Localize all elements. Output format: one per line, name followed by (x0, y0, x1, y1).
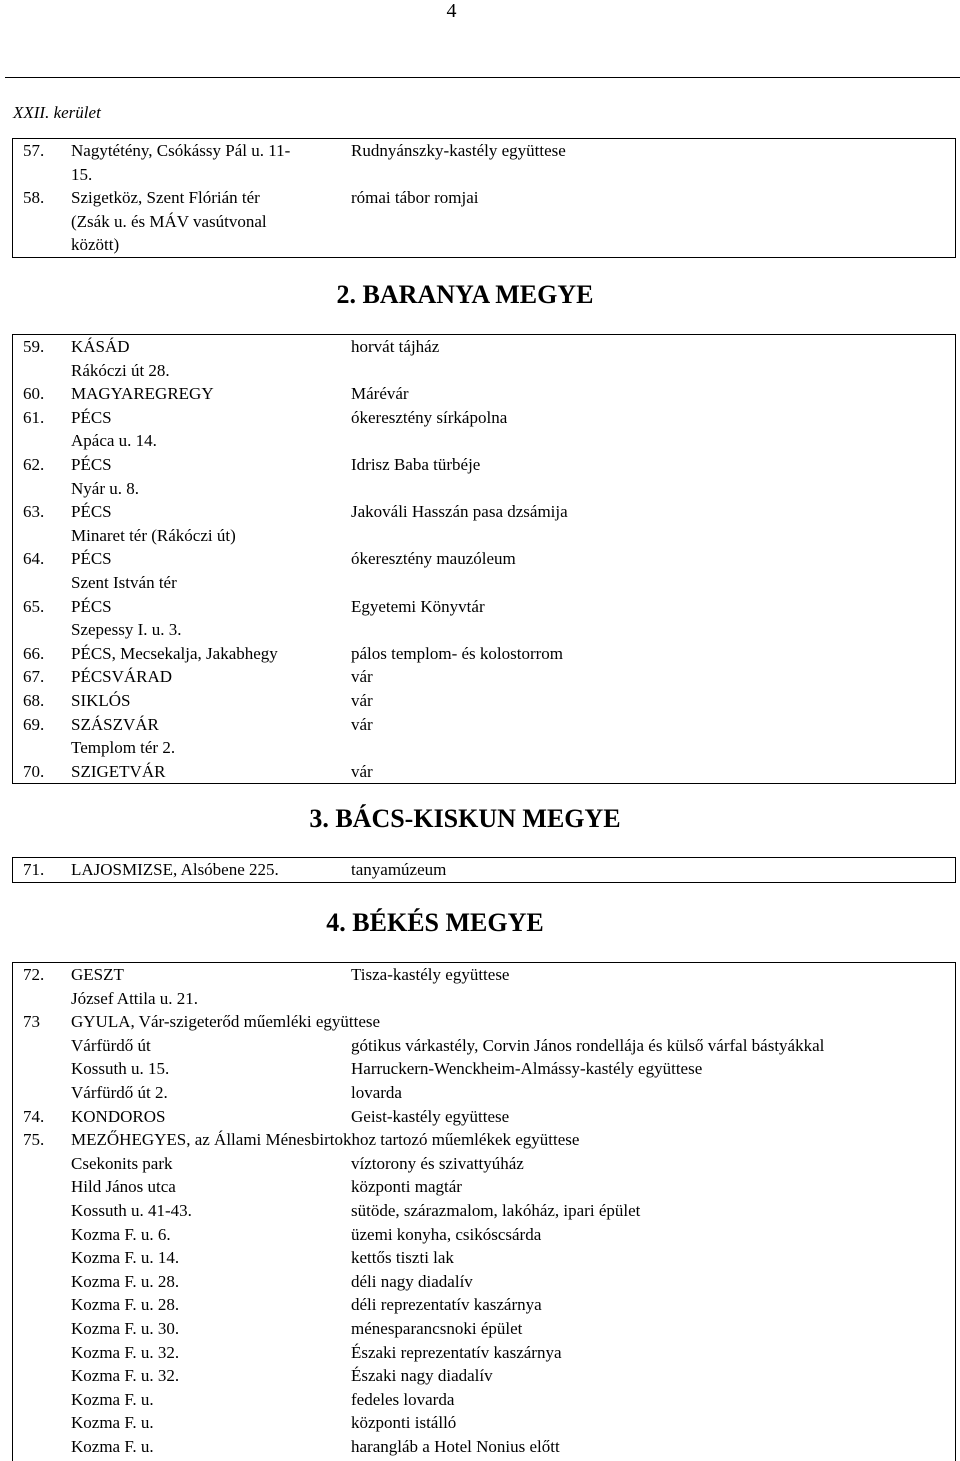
page-number: 4 (446, 0, 457, 22)
entry-description: ménesparancsnoki épület (351, 1318, 523, 1338)
table-row (13, 1317, 955, 1341)
table-row (13, 987, 955, 1011)
entry-description: vár (351, 761, 373, 781)
entry-description: Északi reprezentatív kaszárnya (351, 1342, 562, 1362)
table-row (13, 429, 955, 453)
table-row (13, 1223, 955, 1247)
entry-place: 15. (71, 164, 93, 184)
entry-description: vár (351, 690, 373, 710)
table-row (13, 595, 955, 619)
table-row (13, 547, 955, 571)
entry-number: 70. (23, 761, 45, 781)
entry-place: PÉCS (71, 454, 112, 474)
entry-number: 65. (23, 596, 45, 616)
table-row (13, 163, 955, 187)
entry-description: központi magtár (351, 1177, 462, 1197)
entry-number: 57. (23, 141, 45, 160)
entry-place: Szepessy I. u. 3. (71, 620, 182, 640)
entry-description: Északi nagy diadalív (351, 1366, 493, 1386)
entry-description: pálos templom- és kolostorrom (351, 643, 564, 663)
entry-number: 68. (23, 690, 45, 710)
entry-place: LAJOSMIZSE, Alsóbene 225. (71, 860, 279, 879)
entry-number: 73 (23, 1012, 40, 1032)
entry-number: 72. (23, 965, 45, 984)
table-row (13, 1293, 955, 1317)
entry-number: 69. (23, 714, 45, 734)
entry-place: Kozma F. u. (71, 1413, 154, 1433)
entry-description: víztorony és szivattyúház (351, 1153, 524, 1173)
entry-place: Kozma F. u. 14. (71, 1248, 180, 1268)
entry-description: Rudnyánszky-kastély együttese (351, 141, 566, 160)
table-row (13, 1364, 955, 1388)
entry-place: SZIGETVÁR (71, 761, 166, 781)
entry-description: horvát tájház (351, 337, 440, 356)
table-row (13, 1081, 955, 1105)
entry-number: 66. (23, 643, 45, 663)
entry-place: PÉCS (71, 407, 112, 427)
section-title-bekes: 4. BÉKÉS MEGYE (326, 908, 544, 937)
entry-description: Idrisz Baba türbéje (351, 454, 481, 474)
entry-number: 64. (23, 549, 45, 569)
table-row (13, 210, 955, 234)
entry-description: központi istálló (351, 1413, 457, 1433)
entry-number: 63. (23, 502, 45, 522)
entry-description: déli nagy diadalív (351, 1271, 473, 1291)
entry-number: 59. (23, 337, 45, 356)
entry-number: 74. (23, 1106, 45, 1126)
table-row (13, 524, 955, 548)
entry-place: Kozma F. u. 32. (71, 1342, 180, 1362)
entry-place: SIKLÓS (71, 690, 131, 710)
table-row (13, 689, 955, 713)
entry-place: Kozma F. u. (71, 1389, 154, 1409)
table-row (13, 233, 955, 257)
entry-place: József Attila u. 21. (71, 988, 199, 1008)
table-row (13, 382, 955, 406)
entry-description: római tábor romjai (351, 188, 479, 208)
entry-description: kettős tiszti lak (351, 1248, 454, 1268)
entry-place: Apáca u. 14. (71, 431, 157, 451)
table-row (13, 1246, 955, 1270)
table-row (13, 1175, 955, 1199)
entry-description: ókeresztény mauzóleum (351, 549, 516, 569)
table-row (13, 359, 955, 383)
table-row (13, 406, 955, 430)
entry-description: üzemi konyha, csikóscsárda (351, 1224, 542, 1244)
table-budapest-xxii (12, 138, 956, 258)
entry-place: Csekonits park (71, 1153, 173, 1173)
entry-place: Kozma F. u. 32. (71, 1366, 180, 1386)
entry-number: 75. (23, 1130, 45, 1150)
table-row (13, 1341, 955, 1365)
table-row (13, 858, 955, 882)
entry-description: harangláb a Hotel Nonius előtt (351, 1436, 560, 1456)
entry-place: PÉCS, Mecsekalja, Jakabhegy (71, 643, 278, 663)
entry-place: MAGYAREGREGY (71, 384, 214, 404)
entry-place: MEZŐHEGYES, az Állami Ménesbirtokhoz tartozó műemlékek együttese (71, 1130, 580, 1150)
entry-place: PÉCS (71, 596, 112, 616)
table-row (13, 963, 955, 987)
entry-description: Egyetemi Könyvtár (351, 596, 485, 616)
entry-description: fedeles lovarda (351, 1389, 455, 1409)
table-bekes (12, 962, 956, 1461)
table-row (13, 1105, 955, 1129)
table-row (13, 453, 955, 477)
entry-description: sütöde, szárazmalom, lakóház, ipari épület (351, 1200, 641, 1220)
entry-number: 61. (23, 407, 45, 427)
entry-place: Várfürdő út 2. (71, 1082, 168, 1102)
entry-number: 58. (23, 188, 45, 208)
entry-place: PÉCS (71, 502, 112, 522)
table-row (13, 1388, 955, 1412)
entry-place: KONDOROS (71, 1106, 166, 1126)
entry-description: Tisza-kastély együttese (351, 965, 510, 984)
table-row (13, 1152, 955, 1176)
district-heading: XXII. kerület (13, 103, 101, 122)
entry-place: Kozma F. u. 28. (71, 1295, 180, 1315)
table-row (13, 665, 955, 689)
table-row (13, 760, 955, 784)
entry-place: Hild János utca (71, 1177, 176, 1197)
entry-description: vár (351, 714, 373, 734)
entry-place: Kossuth u. 41-43. (71, 1200, 192, 1220)
entry-description: déli reprezentatív kaszárnya (351, 1295, 542, 1315)
entry-place: Rákóczi út 28. (71, 360, 170, 380)
table-row (13, 736, 955, 760)
entry-place: Várfürdő út (71, 1035, 151, 1055)
entry-place: Szigetköz, Szent Flórián tér (71, 188, 260, 208)
entry-place: Kozma F. u. 6. (71, 1224, 171, 1244)
header-rule (5, 77, 960, 78)
table-row (13, 1128, 955, 1152)
entry-place: KÁSÁD (71, 337, 130, 356)
table-row (13, 618, 955, 642)
entry-place: Kozma F. u. (71, 1436, 154, 1456)
table-row (13, 500, 955, 524)
entry-place: Kossuth u. 15. (71, 1059, 170, 1079)
table-row (13, 1010, 955, 1034)
table-row (13, 477, 955, 501)
entry-place: Szent István tér (71, 572, 177, 592)
entry-place: GESZT (71, 965, 124, 984)
entry-place: SZÁSZVÁR (71, 714, 159, 734)
entry-description: lovarda (351, 1082, 402, 1102)
section-title-baranya: 2. BARANYA MEGYE (336, 280, 594, 309)
entry-place: Nyár u. 8. (71, 478, 139, 498)
entry-place: (Zsák u. és MÁV vasútvonal (71, 211, 267, 231)
table-row (13, 335, 955, 359)
table-row (13, 1411, 955, 1435)
table-row (13, 713, 955, 737)
table-bacs-kiskun (12, 857, 956, 883)
table-row (13, 571, 955, 595)
table-row (13, 1034, 955, 1058)
entry-description: Jakováli Hasszán pasa dzsámija (351, 502, 568, 522)
entry-place: között) (71, 235, 120, 255)
entry-number: 71. (23, 860, 45, 879)
table-row (13, 1057, 955, 1081)
entry-place: Minaret tér (Rákóczi út) (71, 525, 236, 545)
table-row (13, 1270, 955, 1294)
table-row (13, 139, 955, 163)
entry-description: vár (351, 667, 373, 687)
entry-place: Kozma F. u. 28. (71, 1271, 180, 1291)
entry-place: PÉCSVÁRAD (71, 667, 173, 687)
entry-place: GYULA, Vár-szigeterőd műemléki együttese (71, 1012, 381, 1032)
entry-description: gótikus várkastély, Corvin János rondellája és külső várfal bástyákkal (351, 1035, 825, 1055)
entry-description: Harruckern-Wenckheim-Almássy-kastély együttese (351, 1059, 703, 1079)
entry-description: ókeresztény sírkápolna (351, 407, 508, 427)
entry-place: Kozma F. u. 30. (71, 1318, 180, 1338)
entry-place: PÉCS (71, 549, 112, 569)
table-row (13, 1199, 955, 1223)
entry-number: 67. (23, 667, 45, 687)
table-row (13, 1435, 955, 1459)
entry-place: Templom tér 2. (71, 738, 176, 758)
table-row (13, 186, 955, 210)
entry-number: 62. (23, 454, 45, 474)
entry-description: Márévár (351, 384, 409, 404)
table-row (13, 642, 955, 666)
entry-description: tanyamúzeum (351, 860, 447, 879)
entry-place: Nagytétény, Csókássy Pál u. 11- (71, 141, 291, 160)
entry-description: Geist-kastély együttese (351, 1106, 510, 1126)
entry-number: 60. (23, 384, 45, 404)
section-title-bacs-kiskun: 3. BÁCS-KISKUN MEGYE (309, 804, 621, 833)
table-baranya (12, 334, 956, 784)
